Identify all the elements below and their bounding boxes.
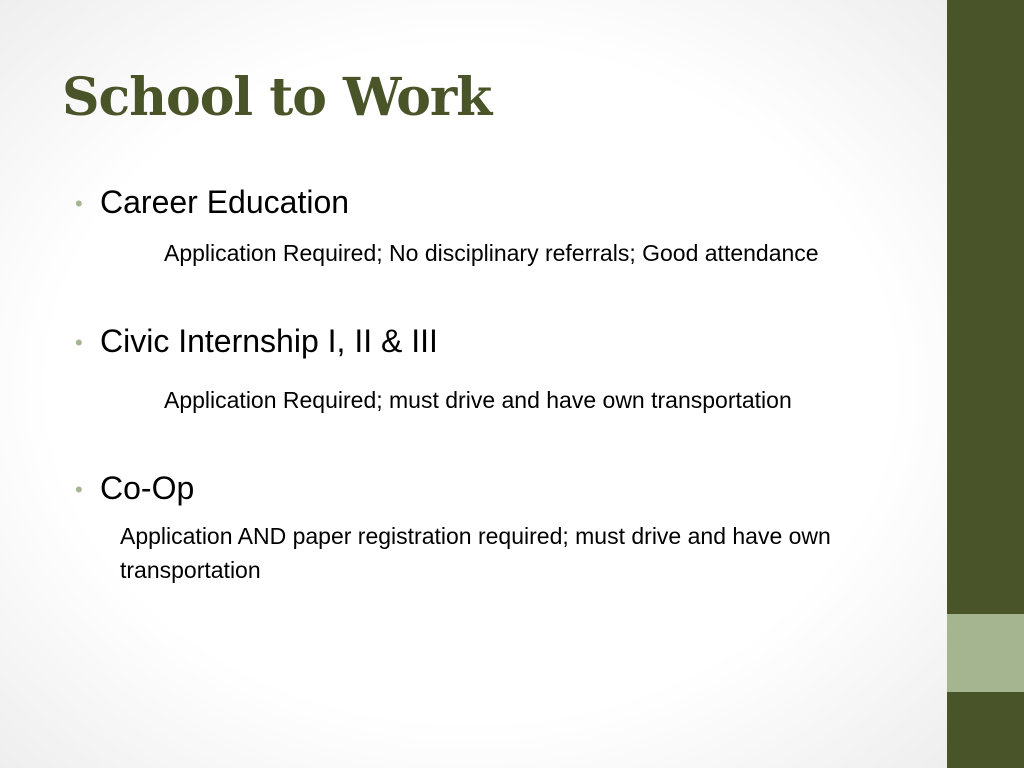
bullet-marker: • bbox=[75, 330, 83, 355]
detail-text: Application Required; must drive and have own transportation bbox=[164, 387, 792, 413]
bullet-heading-civic-internship: Civic Internship I, II & III bbox=[100, 323, 438, 359]
bullet-detail-career-education bbox=[100, 235, 820, 272]
bullet-heading-career-education: Career Education bbox=[100, 184, 350, 220]
bullet-heading-co-op: Co-Op bbox=[100, 470, 195, 506]
detail-text: Application Required; No disciplinary referrals; Good attendance bbox=[164, 240, 819, 266]
bullet-marker: • bbox=[75, 477, 83, 502]
bullet-detail-co-op: Application AND paper registration required; must drive and have own transportation bbox=[120, 523, 831, 583]
bullet-marker: • bbox=[75, 191, 83, 216]
sidebar-accent-block bbox=[947, 614, 1024, 692]
bullet-detail-civic-internship bbox=[100, 382, 820, 419]
slide-title: School to Work bbox=[62, 67, 492, 128]
